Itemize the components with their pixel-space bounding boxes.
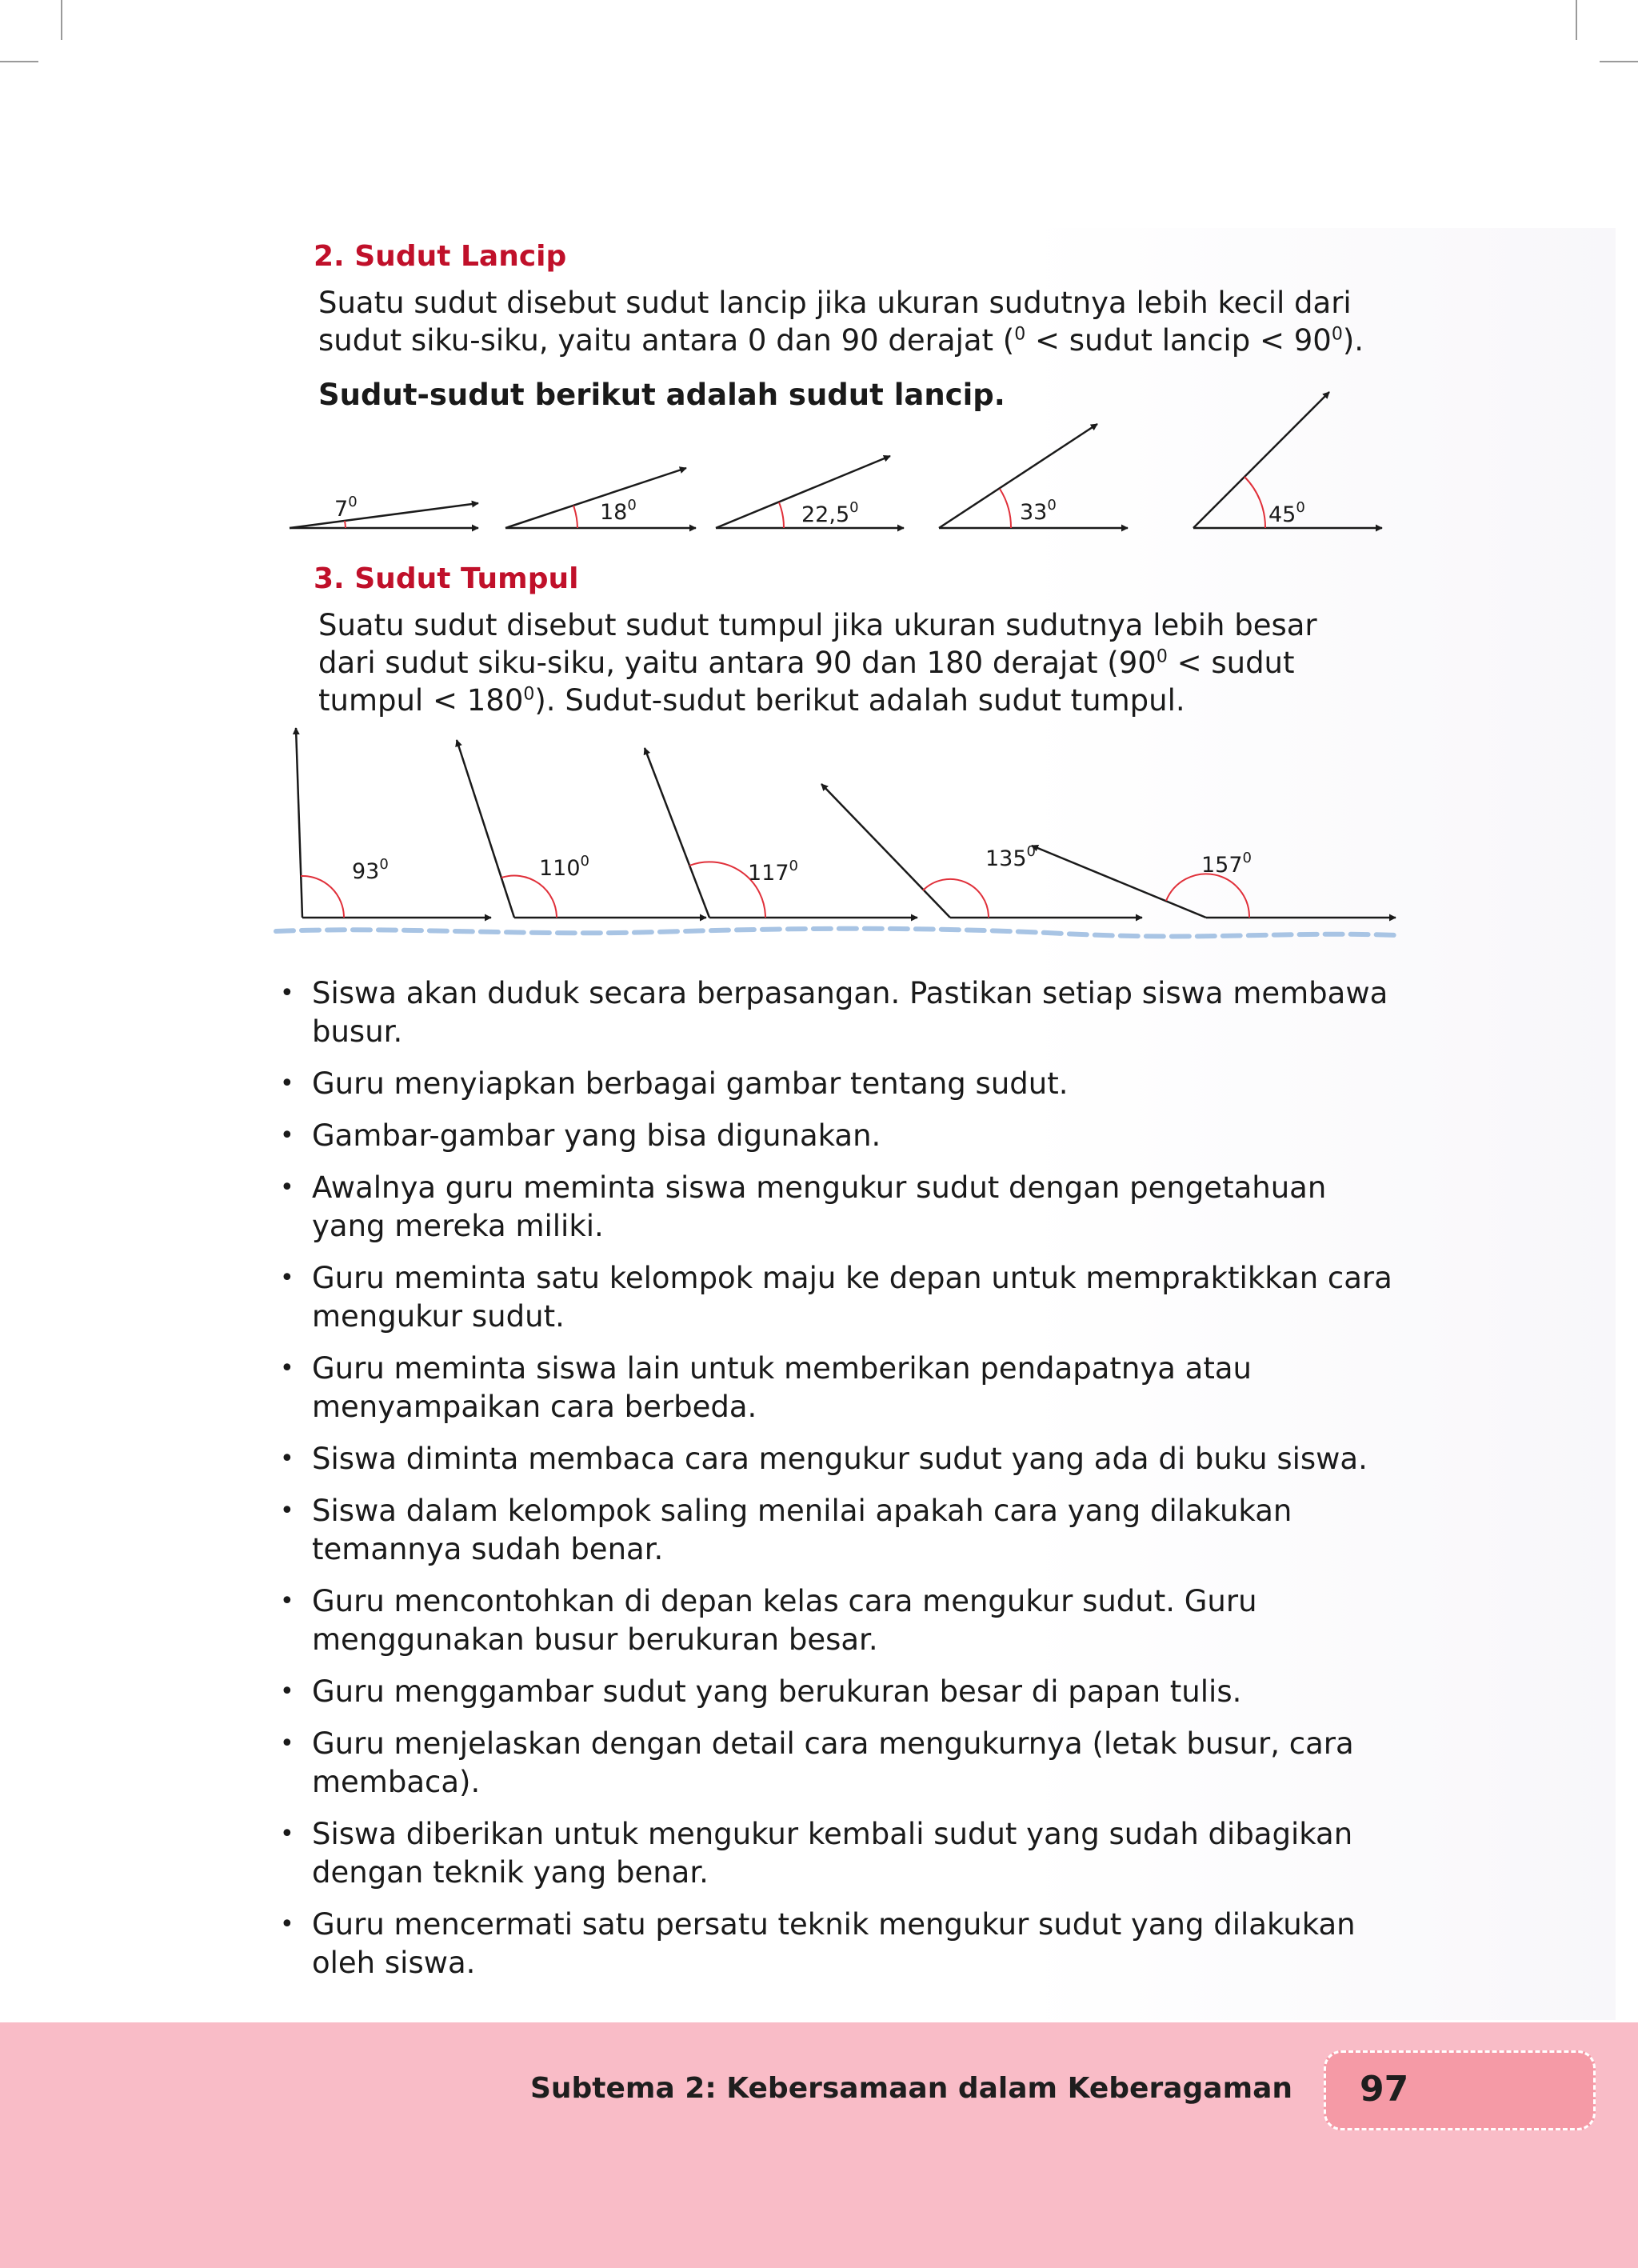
list-item: • Guru menyiapkan berbagai gambar tentang sudut. [280, 1066, 1069, 1101]
obtuse-angle-2 [457, 740, 706, 918]
angle-label: 22,5$^0$ [801, 499, 859, 527]
section-title-lancip: 2. Sudut Lancip [314, 240, 567, 273]
angle-label: $93^0$ [352, 856, 389, 884]
list-item: • Guru mencontohkan di depan kelas cara mengukur sudut. Guru menggunakan busur berukuran besar. [280, 1584, 1257, 1657]
list-item: • Siswa diminta membaca cara mengukur sudut yang ada di buku siswa. [280, 1442, 1368, 1476]
angle-figures [0, 0, 1638, 960]
angle-label: $135^0$ [985, 843, 1036, 871]
wavy-divider [276, 929, 1396, 937]
angle-label: $18^0$ [600, 497, 637, 525]
instruction-list [270, 974, 1406, 1996]
angle-label: $45^0$ [1268, 499, 1305, 527]
list-item: • Siswa dalam kelompok saling menilai apakah cara yang dilakukan temannya sudah benar. [280, 1494, 1292, 1566]
list-item: • Guru menjelaskan dengan detail cara mengukurnya (letak busur, cara membaca). [280, 1726, 1354, 1799]
section-title-tumpul: 3. Sudut Tumpul [314, 562, 579, 595]
footer-subtheme: Subtema 2: Kebersamaan dalam Keberagaman [529, 2072, 1292, 2105]
list-item: • Guru mencermati satu persatu teknik mengukur sudut yang dilakukan oleh siswa. [280, 1907, 1356, 1980]
obtuse-angle-4 [821, 784, 1142, 918]
list-item: • Guru meminta siswa lain untuk memberikan pendapatnya atau menyampaikan cara berbeda. [280, 1351, 1252, 1424]
obtuse-angle-3 [645, 748, 917, 918]
list-item: • Awalnya guru meminta siswa mengukur sudut dengan pengetahuan yang mereka miliki. [280, 1170, 1327, 1243]
angle-label: $157^0$ [1201, 850, 1252, 878]
lancip-paragraph: Suatu sudut disebut sudut lancip jika ukuran sudutnya lebih kecil dari sudut siku-siku, yaitu antara 0 dan 90 derajat ($^0$ < sudut lancip < $90^0$). [318, 286, 1364, 358]
angle-label: $117^0$ [748, 858, 798, 886]
acute-angle-1 [290, 503, 478, 528]
list-item: • Guru meminta satu kelompok maju ke depan untuk mempraktikkan cara mengukur sudut. [280, 1261, 1392, 1334]
angle-label: $33^0$ [1020, 497, 1057, 525]
angle-label: $7^0$ [334, 494, 358, 522]
list-item: • Siswa akan duduk secara berpasangan. Pastikan setiap siswa membawa busur. [280, 976, 1388, 1049]
tumpul-paragraph: Suatu sudut disebut sudut tumpul jika ukuran sudutnya lebih besar dari sudut siku-siku, yaitu antara 90 dan 180 derajat ($90^0$ < sudut tumpul < $180^0$). Sudut-sudut berikut adalah sudut tumpul. [318, 608, 1317, 718]
lancip-subheading: Sudut-sudut berikut adalah sudut lancip. [318, 378, 1005, 412]
list-item: • Siswa diberikan untuk mengukur kembali sudut yang sudah dibagikan dengan teknik yang benar. [280, 1817, 1353, 1890]
angle-label: $110^0$ [539, 853, 589, 881]
page-number-badge [1324, 2050, 1596, 2130]
list-item: • Guru menggambar sudut yang berukuran besar di papan tulis. [280, 1674, 1242, 1709]
list-item: • Gambar-gambar yang bisa digunakan. [280, 1118, 881, 1153]
page-number: 97 [1360, 2069, 1409, 2110]
